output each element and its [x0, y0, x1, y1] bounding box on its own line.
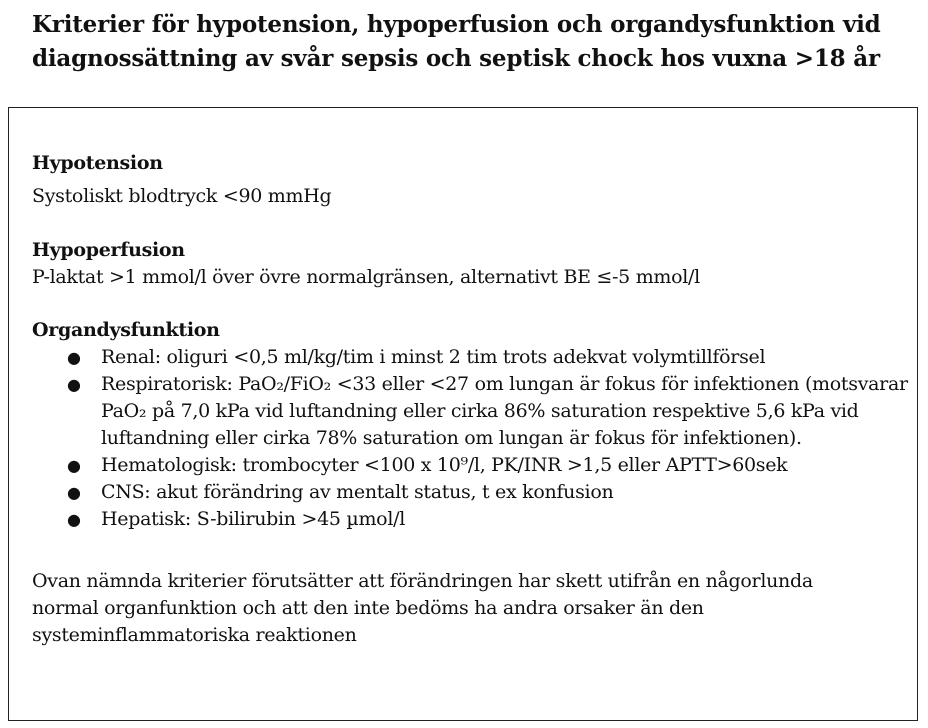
- bullet-icon: ●: [67, 510, 81, 529]
- list-item: [32, 344, 912, 371]
- list-item-text: Hematologisk: trombocyter <100 x 10⁹/l, PK/INR >1,5 eller APTT>60sek: [101, 454, 788, 476]
- organ-criteria-list: [32, 344, 912, 533]
- section-hypoperfusion: [32, 237, 912, 291]
- list-item-text: Hepatisk: S-bilirubin >45 µmol/l: [101, 508, 405, 530]
- footer-note: Ovan nämnda kriterier förutsätter att förändringen har skett utifrån en någorlunda normal organfunktion och att den inte bedöms ha andra orsaker än den systeminflammatoriska reaktionen: [32, 570, 813, 646]
- criteria-box: [8, 107, 918, 721]
- text-hypoperfusion: P-laktat >1 mmol/l över övre normalgränsen, alternativt BE ≤-5 mmol/l: [32, 266, 700, 288]
- heading-hypotension: Hypotension: [32, 152, 163, 174]
- heading-hypoperfusion: Hypoperfusion: [32, 239, 185, 261]
- list-item: [32, 452, 912, 479]
- list-item-text: CNS: akut förändring av mentalt status, t ex konfusion: [101, 481, 614, 503]
- bullet-icon: ●: [67, 375, 81, 394]
- list-item-text: Respiratorisk: PaO₂/FiO₂ <33 eller <27 om lungan är fokus för infektionen (motsvarar PaO₂ på 7,0 kPa vid luftandning eller cirka 86% saturation respektive 5,6 kPa vid luftandning eller cirka 78% saturation om lungan är fokus för infektionen).: [101, 373, 908, 449]
- list-item-text: Renal: oliguri <0,5 ml/kg/tim i minst 2 tim trots adekvat volymtillförsel: [101, 346, 766, 368]
- section-organdysfunktion: [32, 317, 912, 533]
- text-hypotension: Systoliskt blodtryck <90 mmHg: [32, 185, 332, 207]
- section-hypotension: [32, 150, 912, 210]
- list-item: [32, 479, 912, 506]
- bullet-icon: ●: [67, 348, 81, 367]
- criteria-content: [32, 150, 912, 649]
- heading-organdysfunktion: Organdysfunktion: [32, 319, 220, 341]
- bullet-icon: ●: [67, 483, 81, 502]
- bullet-icon: ●: [67, 456, 81, 475]
- list-item: [32, 506, 912, 533]
- document-title: Kriterier för hypotension, hypoperfusion och organdysfunktion vid diagnossättning av svår sepsis och septisk chock hos vuxna >18 år: [32, 11, 881, 72]
- list-item: [32, 371, 912, 452]
